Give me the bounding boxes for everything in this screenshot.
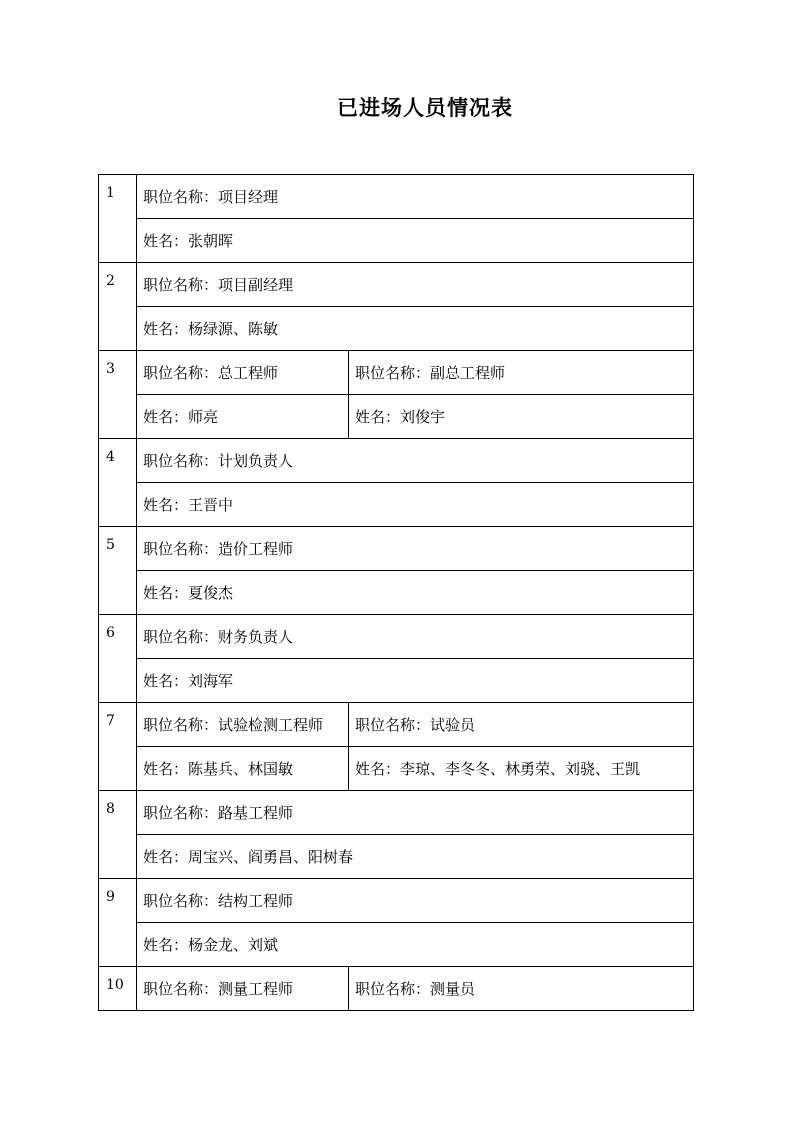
table-row <box>99 263 694 307</box>
position-title-cell <box>137 879 694 923</box>
name-label: 姓名： <box>143 496 189 514</box>
row-number: 6 <box>99 615 137 703</box>
position-label: 职位名称： <box>143 628 219 646</box>
personnel-names-cell <box>137 835 694 879</box>
position-title: 项目经理 <box>218 188 279 206</box>
position-title-cell <box>137 967 349 1011</box>
position-title-cell <box>137 351 349 395</box>
personnel-names: 陈基兵、林国敏 <box>188 760 294 778</box>
position-title-cell <box>137 791 694 835</box>
table-row <box>99 615 694 659</box>
personnel-names-cell <box>349 395 694 439</box>
name-label: 姓名： <box>143 320 189 338</box>
personnel-names-cell <box>137 307 694 351</box>
name-label: 姓名： <box>143 760 189 778</box>
table-row <box>99 395 694 439</box>
personnel-names-cell <box>137 923 694 967</box>
table-row <box>99 351 694 395</box>
position-label: 职位名称： <box>143 716 219 734</box>
personnel-table <box>98 174 694 1011</box>
position-title-cell <box>349 967 694 1011</box>
position-title: 总工程师 <box>218 364 279 382</box>
table-row <box>99 175 694 219</box>
table-row <box>99 791 694 835</box>
personnel-names-cell <box>137 659 694 703</box>
name-label: 姓名： <box>355 760 401 778</box>
row-number: 7 <box>99 703 137 791</box>
personnel-names-cell <box>137 483 694 527</box>
position-label: 职位名称： <box>143 364 219 382</box>
personnel-names: 王晋中 <box>188 496 234 514</box>
row-number: 3 <box>99 351 137 439</box>
row-number: 2 <box>99 263 137 351</box>
position-label: 职位名称： <box>143 188 219 206</box>
position-label: 职位名称： <box>143 452 219 470</box>
row-number: 8 <box>99 791 137 879</box>
personnel-names: 杨绿源、陈敏 <box>188 320 279 338</box>
position-title-cell <box>137 615 694 659</box>
table-row <box>99 923 694 967</box>
table-row <box>99 879 694 923</box>
position-title-cell <box>137 263 694 307</box>
name-label: 姓名： <box>143 408 189 426</box>
personnel-names: 杨金龙、刘斌 <box>188 936 279 954</box>
name-label: 姓名： <box>355 408 401 426</box>
position-title: 副总工程师 <box>430 364 506 382</box>
personnel-names: 张朝晖 <box>188 232 234 250</box>
table-row <box>99 219 694 263</box>
row-number: 5 <box>99 527 137 615</box>
position-title: 测量员 <box>430 980 476 998</box>
table-row <box>99 659 694 703</box>
row-number: 4 <box>99 439 137 527</box>
position-title: 结构工程师 <box>218 892 294 910</box>
document-title: 已进场人员情况表 <box>337 95 513 120</box>
personnel-names: 师亮 <box>188 408 219 426</box>
position-label: 职位名称： <box>143 804 219 822</box>
position-title: 项目副经理 <box>218 276 294 294</box>
position-label: 职位名称： <box>355 364 431 382</box>
position-title-cell <box>137 527 694 571</box>
name-label: 姓名： <box>143 672 189 690</box>
position-label: 职位名称： <box>143 892 219 910</box>
row-number: 1 <box>99 175 137 263</box>
position-label: 职位名称： <box>143 540 219 558</box>
position-title: 路基工程师 <box>218 804 294 822</box>
personnel-names: 李琼、李冬冬、林勇荣、刘骁、王凯 <box>400 760 641 778</box>
position-title: 测量工程师 <box>218 980 294 998</box>
table-row <box>99 967 694 1011</box>
personnel-names: 刘海军 <box>188 672 234 690</box>
table-row <box>99 527 694 571</box>
row-number: 9 <box>99 879 137 967</box>
personnel-names-cell <box>137 571 694 615</box>
personnel-names: 夏俊杰 <box>188 584 234 602</box>
table-row <box>99 439 694 483</box>
position-title: 计划负责人 <box>218 452 294 470</box>
personnel-names-cell <box>137 747 349 791</box>
table-row <box>99 571 694 615</box>
personnel-table-body <box>99 175 694 1011</box>
position-title-cell <box>137 175 694 219</box>
position-label: 职位名称： <box>143 276 219 294</box>
position-title: 财务负责人 <box>218 628 294 646</box>
position-title-cell <box>137 439 694 483</box>
position-title: 试验员 <box>430 716 476 734</box>
personnel-names-cell <box>137 219 694 263</box>
personnel-names: 刘俊宇 <box>400 408 446 426</box>
table-row <box>99 747 694 791</box>
name-label: 姓名： <box>143 584 189 602</box>
personnel-names-cell <box>349 747 694 791</box>
personnel-names: 周宝兴、阎勇昌、阳树春 <box>188 848 354 866</box>
position-label: 职位名称： <box>143 980 219 998</box>
personnel-names-cell <box>137 395 349 439</box>
position-title: 试验检测工程师 <box>218 716 324 734</box>
row-number: 10 <box>99 967 137 1011</box>
position-title-cell <box>137 703 349 747</box>
position-title-cell <box>349 703 694 747</box>
position-label: 职位名称： <box>355 716 431 734</box>
name-label: 姓名： <box>143 848 189 866</box>
table-row <box>99 835 694 879</box>
name-label: 姓名： <box>143 936 189 954</box>
position-title-cell <box>349 351 694 395</box>
table-row <box>99 703 694 747</box>
position-label: 职位名称： <box>355 980 431 998</box>
name-label: 姓名： <box>143 232 189 250</box>
position-title: 造价工程师 <box>218 540 294 558</box>
table-row <box>99 307 694 351</box>
table-row <box>99 483 694 527</box>
